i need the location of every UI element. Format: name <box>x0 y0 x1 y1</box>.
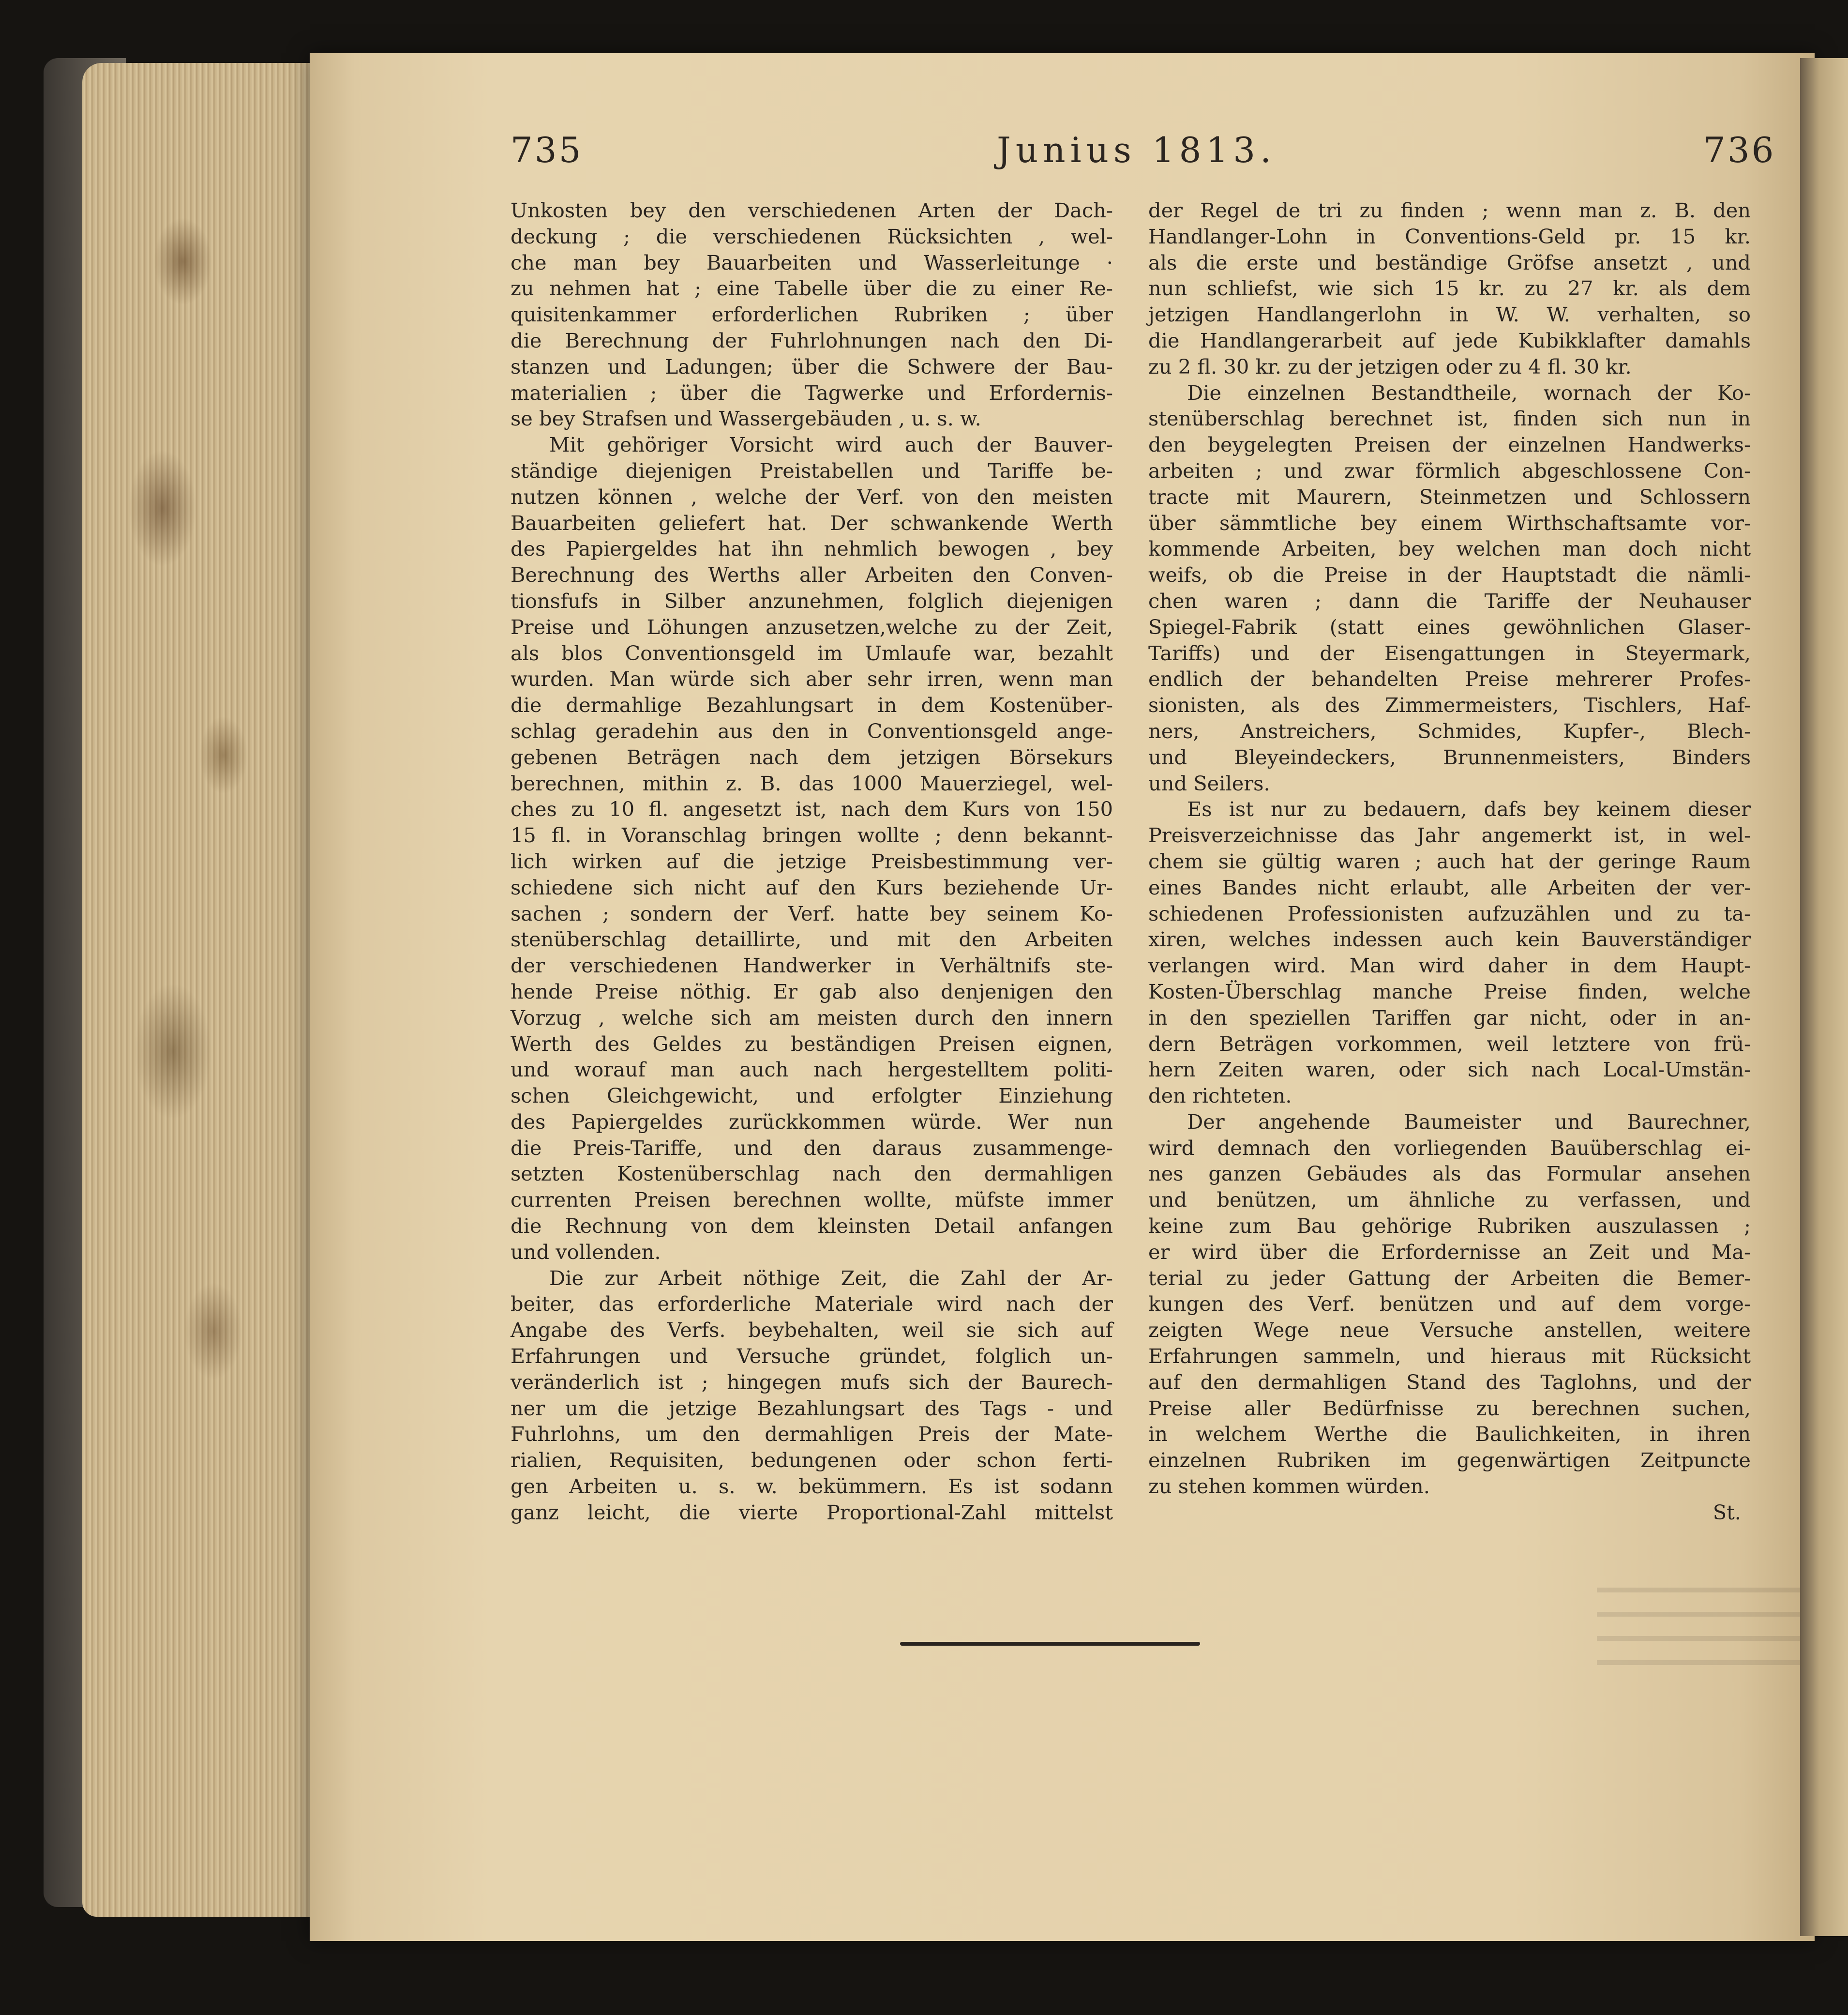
text-line: zu stehen kommen würden. <box>1148 1474 1430 1499</box>
text-line: Handlanger-Lohn in Conventions-Geld pr. 15 kr. <box>1148 224 1751 248</box>
author-signature: St. <box>1713 1500 1741 1524</box>
text-line: Werth des Geldes zu beständigen Preisen eignen, <box>511 1031 1113 1056</box>
text-line: und worauf man auch nach hergestelltem politi- <box>511 1058 1113 1082</box>
page-number-left: 735 <box>511 130 583 170</box>
text-line: die Berechnung der Fuhrlohnungen nach den Di- <box>511 328 1113 352</box>
section-separator-rule <box>900 1642 1200 1646</box>
foxing-stains <box>102 97 305 1742</box>
text-line: zu 2 fl. 30 kr. zu der jetzigen oder zu 4 fl. 30 kr. <box>1148 354 1632 379</box>
text-line: wurden. Man würde sich aber sehr irren, wenn man <box>511 667 1113 691</box>
text-line: in den speziellen Tariffen gar nicht, oder in an- <box>1148 1005 1751 1030</box>
text-line: chen waren ; dann die Tariffe der Neuhauser <box>1148 589 1751 613</box>
text-line: ständige diejenigen Preistabellen und Tariffe be- <box>511 458 1113 483</box>
text-line: tracte mit Maurern, Steinmetzen und Schlossern <box>1148 485 1751 509</box>
text-line: hende Preise nöthig. Er gab also denjenigen den <box>511 979 1113 1003</box>
text-line: verlangen wird. Man wird daher in dem Haupt- <box>1148 954 1751 978</box>
text-line: dern Beträgen vorkommen, weil letztere von frü- <box>1148 1031 1751 1056</box>
text-line: Mit gehöriger Vorsicht wird auch der Bauver- <box>549 433 1113 457</box>
text-line: quisitenkammer erforderlichen Rubriken ; über <box>511 303 1113 327</box>
text-line: deckung ; die verschiedenen Rücksichten , wel- <box>511 224 1113 248</box>
text-line: über sämmtliche bey einem Wirthschaftsamte vor- <box>1148 511 1751 535</box>
text-line: Preisverzeichnisse das Jahr angemerkt ist, in wel- <box>1148 823 1751 848</box>
text-line: Erfahrungen und Versuche gründet, folglich un- <box>511 1344 1113 1368</box>
text-line: des Papiergeldes zurückkommen würde. Wer nun <box>511 1109 1113 1134</box>
left-column <box>511 197 1113 1526</box>
text-line: 15 fl. in Voranschlag bringen wollte ; denn bekannt- <box>511 823 1113 848</box>
text-line: stenüberschlag berechnet ist, finden sich nun in <box>1148 407 1751 431</box>
page-number-right: 736 <box>1703 130 1776 170</box>
text-line: beiter, das erforderliche Materiale wird nach der <box>511 1292 1113 1316</box>
text-line: den richteten. <box>1148 1084 1292 1108</box>
text-line: schiedene sich nicht auf den Kurs beziehende Ur- <box>511 875 1113 899</box>
text-line: arbeiten ; und zwar förmlich abgeschlossene Con- <box>1148 458 1751 483</box>
running-head: Junius 1813. <box>997 130 1276 170</box>
text-line: nes ganzen Gebäudes als das Formular ansehen <box>1148 1162 1751 1186</box>
text-line: auf den dermahligen Stand des Taglohns, und der <box>1148 1370 1751 1394</box>
text-line: kommende Arbeiten, bey welchen man doch nicht <box>1148 537 1751 561</box>
text-line: gebenen Beträgen nach dem jetzigen Börsekurs <box>511 745 1113 769</box>
text-line: berechnen, mithin z. B. das 1000 Mauerziegel, wel- <box>511 771 1113 795</box>
text-line: endlich der behandelten Preise mehrerer Profes- <box>1148 667 1751 691</box>
text-line: Angabe des Verfs. beybehalten, weil sie sich auf <box>511 1318 1113 1342</box>
text-line: Erfahrungen sammeln, und hieraus mit Rücksicht <box>1148 1344 1751 1368</box>
text-line: und Bleyeindeckers, Brunnenmeisters, Binders <box>1148 745 1751 769</box>
text-line: Tariffs) und der Eisengattungen in Steyermark, <box>1148 641 1751 665</box>
text-line: currenten Preisen berechnen wollte, müfste immer <box>511 1188 1113 1212</box>
text-line: in welchem Werthe die Baulichkeiten, in ihren <box>1148 1422 1751 1446</box>
text-line: tionsfufs in Silber anzunehmen, folglich diejenigen <box>511 589 1113 613</box>
text-line: die Preis-Tariffe, und den daraus zusammenge- <box>511 1136 1113 1160</box>
text-line: als blos Conventionsgeld im Umlaufe war, bezahlt <box>511 641 1113 665</box>
text-line: ner um die jetzige Bezahlungsart des Tags - und <box>511 1396 1113 1420</box>
text-line: einzelnen Rubriken im gegenwärtigen Zeitpuncte <box>1148 1448 1751 1472</box>
text-line: ganz leicht, die vierte Proportional-Zahl mittelst <box>511 1500 1113 1524</box>
text-line: er wird über die Erfordernisse an Zeit und Ma- <box>1148 1240 1751 1264</box>
text-line: sionisten, als des Zimmermeisters, Tischlers, Haf- <box>1148 693 1751 717</box>
text-line: die Handlangerarbeit auf jede Kubikklafter damahls <box>1148 328 1751 352</box>
text-line: der Regel de tri zu finden ; wenn man z. B. den <box>1148 198 1751 222</box>
text-line: schiedenen Professionisten aufzuzählen und zu ta- <box>1148 901 1751 925</box>
text-line: nun schliefst, wie sich 15 kr. zu 27 kr. als dem <box>1148 276 1751 301</box>
text-line: den beygelegten Preisen der einzelnen Handwerks- <box>1148 433 1751 457</box>
text-line: eines Bandes nicht erlaubt, alle Arbeiten der ver- <box>1148 875 1751 899</box>
text-line: xiren, welches indessen auch kein Bauverständiger <box>1148 927 1751 952</box>
text-line: veränderlich ist ; hingegen mufs sich der Baurech- <box>511 1370 1113 1394</box>
text-line: als die erste und beständige Gröfse ansetzt , und <box>1148 250 1751 274</box>
text-line: sachen ; sondern der Verf. hatte bey seinem Ko- <box>511 901 1113 925</box>
text-line: hern Zeiten waren, oder sich nach Local-Umstän- <box>1148 1058 1751 1082</box>
text-line: chem sie gültig waren ; auch hat der geringe Raum <box>1148 849 1751 873</box>
text-line: ners, Anstreichers, Schmides, Kupfer-, Blech- <box>1148 719 1751 743</box>
text-line: die Rechnung von dem kleinsten Detail anfangen <box>511 1214 1113 1238</box>
text-line: und benützen, um ähnliche zu verfassen, und <box>1148 1188 1751 1212</box>
right-column <box>1148 197 1751 1526</box>
text-line: terial zu jeder Gattung der Arbeiten die Bemer- <box>1148 1266 1751 1290</box>
text-line: Preise und Löhungen anzusetzen,welche zu der Zeit, <box>511 615 1113 639</box>
text-line: se bey Strafsen und Wassergebäuden , u. s. w. <box>511 407 981 431</box>
text-line: zu nehmen hat ; eine Tabelle über die zu einer Re- <box>511 276 1113 301</box>
text-line: che man bey Bauarbeiten und Wasserleitunge · <box>511 250 1113 274</box>
text-line: zeigten Wege neue Versuche anstellen, weitere <box>1148 1318 1751 1342</box>
text-line: materialien ; über die Tagwerke und Erfordernis- <box>511 380 1113 405</box>
text-line: jetzigen Handlangerlohn in W. W. verhalten, so <box>1148 303 1751 327</box>
text-line: Die zur Arbeit nöthige Zeit, die Zahl der Ar- <box>549 1266 1113 1290</box>
text-line: Kosten-Überschlag manche Preise finden, welche <box>1148 979 1751 1003</box>
text-line: weifs, ob die Preise in der Hauptstadt die nämli- <box>1148 563 1751 587</box>
text-line: wird demnach den vorliegenden Bauüberschlag ei- <box>1148 1136 1751 1160</box>
text-line: Fuhrlohns, um den dermahligen Preis der Mate- <box>511 1422 1113 1446</box>
text-line: Berechnung des Werths aller Arbeiten den Conven- <box>511 563 1113 587</box>
text-line: setzten Kostenüberschlag nach den dermahligen <box>511 1162 1113 1186</box>
text-line: Bauarbeiten geliefert hat. Der schwankende Werth <box>511 511 1113 535</box>
text-line: Die einzelnen Bestandtheile, wornach der Ko- <box>1187 380 1751 405</box>
text-line: ches zu 10 fl. angesetzt ist, nach dem Kurs von 150 <box>511 797 1113 821</box>
next-page-edge <box>1800 58 1848 1936</box>
text-line: lich wirken auf die jetzige Preisbestimmung ver- <box>511 849 1113 873</box>
text-line: Spiegel-Fabrik (statt eines gewöhnlichen Glaser- <box>1148 615 1751 639</box>
text-line: Preise aller Bedürfnisse zu berechnen suchen, <box>1148 1396 1751 1420</box>
text-line: stanzen und Ladungen; über die Schwere der Bau- <box>511 354 1113 379</box>
text-line: rialien, Requisiten, bedungenen oder schon ferti- <box>511 1448 1113 1472</box>
text-line: schen Gleichgewicht, und erfolgter Einziehung <box>511 1084 1113 1108</box>
text-line: und vollenden. <box>511 1240 661 1264</box>
text-line: schlag geradehin aus den in Conventionsgeld ange- <box>511 719 1113 743</box>
text-line: gen Arbeiten u. s. w. bekümmern. Es ist sodann <box>511 1474 1113 1499</box>
text-line: und Seilers. <box>1148 771 1270 795</box>
text-line: der verschiedenen Handwerker in Verhältnifs ste- <box>511 954 1113 978</box>
text-line: nutzen können , welche der Verf. von den meisten <box>511 485 1113 509</box>
text-line: stenüberschlag detaillirte, und mit den Arbeiten <box>511 927 1113 952</box>
text-line: Der angehende Baumeister und Baurechner, <box>1187 1109 1751 1134</box>
text-line: keine zum Bau gehörige Rubriken auszulassen ; <box>1148 1214 1751 1238</box>
text-line: des Papiergeldes hat ihn nehmlich bewogen , bey <box>511 537 1113 561</box>
text-line: die dermahlige Bezahlungsart in dem Kostenüber- <box>511 693 1113 717</box>
text-line: kungen des Verf. benützen und auf dem vorge- <box>1148 1292 1751 1316</box>
text-line: Vorzug , welche sich am meisten durch den innern <box>511 1005 1113 1030</box>
bleed-through-text <box>1597 1588 1800 1684</box>
text-line: Unkosten bey den verschiedenen Arten der Dach- <box>511 198 1113 222</box>
text-line: Es ist nur zu bedauern, dafs bey keinem dieser <box>1187 797 1751 821</box>
